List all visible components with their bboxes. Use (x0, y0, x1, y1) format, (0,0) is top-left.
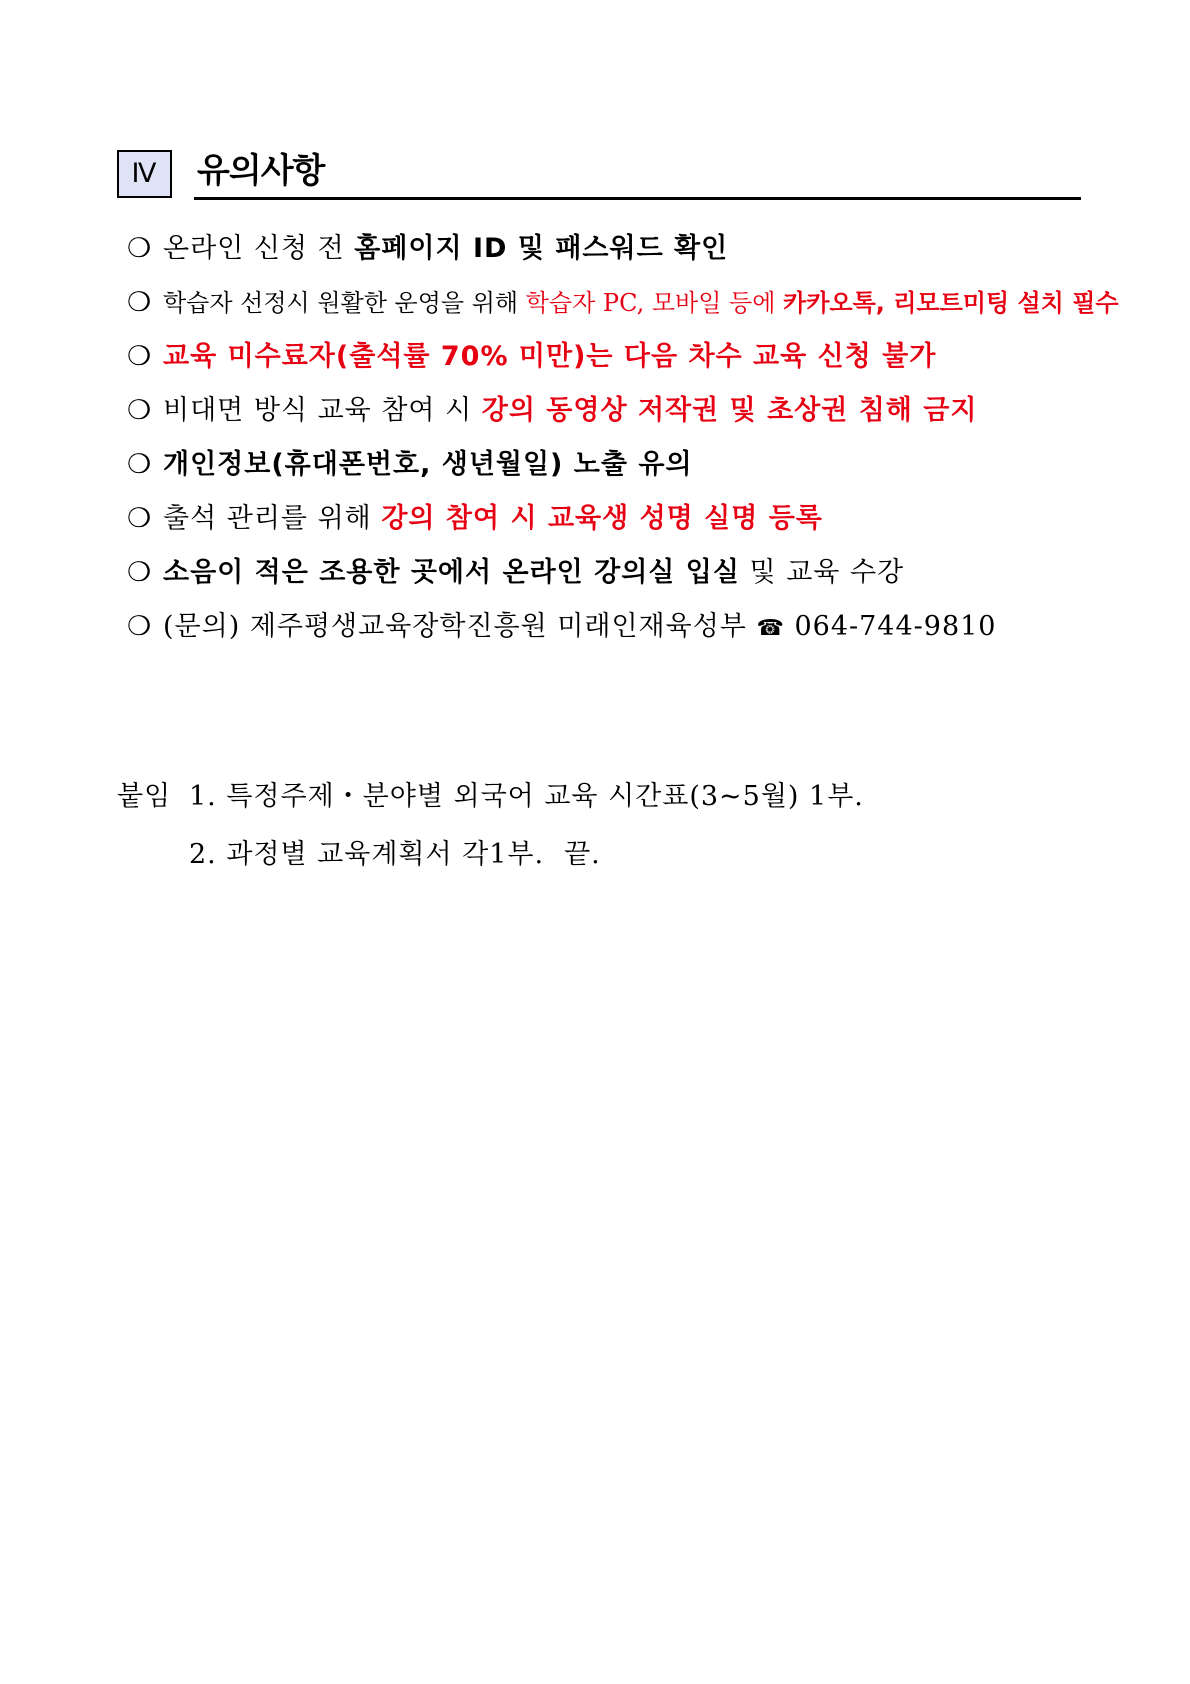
notice-text: 학습자 선정시 원활한 운영을 위해 (163, 289, 526, 317)
notice-item-incomplete-restriction (127, 330, 1087, 384)
notice-text: 출석 관리를 위해 (163, 503, 382, 534)
bullet-icon: ❍ (127, 449, 153, 480)
notice-red-emphasis: 카카오톡, 리모트미팅 설치 필수 (783, 289, 1119, 317)
notice-list (127, 222, 1119, 654)
notice-emphasis: 홈페이지 ID 및 패스워드 확인 (354, 233, 729, 264)
notice-item-privacy (127, 438, 1087, 492)
attachment-item-1: 1. 특정주제・분야별 외국어 교육 시간표(3~5월) 1부. (189, 781, 864, 812)
notice-red-emphasis: 강의 동영상 저작권 및 초상권 침해 금지 (481, 395, 978, 426)
notice-text: 온라인 신청 전 (163, 233, 355, 264)
bullet-icon: ❍ (127, 287, 152, 318)
notice-emphasis: 소음이 적은 조용한 곳에서 온라인 강의실 입실 (163, 557, 740, 588)
notice-emphasis: 개인정보(휴대폰번호, 생년월일) 노출 유의 (163, 449, 693, 480)
title-underline (194, 197, 1081, 200)
bullet-icon: ❍ (127, 557, 153, 588)
attachment-line-2 (117, 826, 1077, 884)
end-mark: 끝. (564, 839, 601, 870)
bullet-icon: ❍ (127, 503, 153, 534)
bullet-icon: ❍ (127, 233, 153, 264)
bullet-icon: ❍ (127, 395, 153, 426)
telephone-icon: ☎ (756, 616, 785, 641)
notice-red-emphasis: 교육 미수료자(출석률 70% 미만)는 다음 차수 교육 신청 불가 (163, 341, 937, 372)
notice-item-attendance (127, 492, 1087, 546)
attachment-item-2: 2. 과정별 교육계획서 각1부. (189, 839, 545, 870)
notice-item-contact (127, 600, 1087, 654)
bullet-icon: ❍ (127, 341, 153, 372)
attachment-line-1 (117, 768, 1077, 826)
notice-text: 비대면 방식 교육 참여 시 (163, 395, 482, 426)
attachments-block (117, 768, 1077, 884)
notice-red-text: 학습자 PC, 모바일 등에 (525, 289, 784, 317)
contact-phone-number: 064-744-9810 (784, 611, 997, 642)
notice-red-emphasis: 강의 참여 시 교육생 성명 실명 등록 (381, 503, 823, 534)
section-title: 유의사항 (197, 151, 325, 191)
attachment-label: 붙임 (117, 781, 172, 812)
notice-item-software-install (127, 276, 1119, 330)
notice-text: (문의) 제주평생교육장학진흥원 미래인재육성부 (163, 611, 757, 642)
notice-text: 및 교육 수강 (739, 557, 905, 588)
notice-item-copyright (127, 384, 1087, 438)
notice-item-homepage-id (127, 222, 1087, 276)
section-number-box: Ⅳ (117, 150, 172, 198)
section-header (117, 146, 1081, 202)
notice-item-quiet-place (127, 546, 1087, 600)
bullet-icon: ❍ (127, 611, 153, 642)
